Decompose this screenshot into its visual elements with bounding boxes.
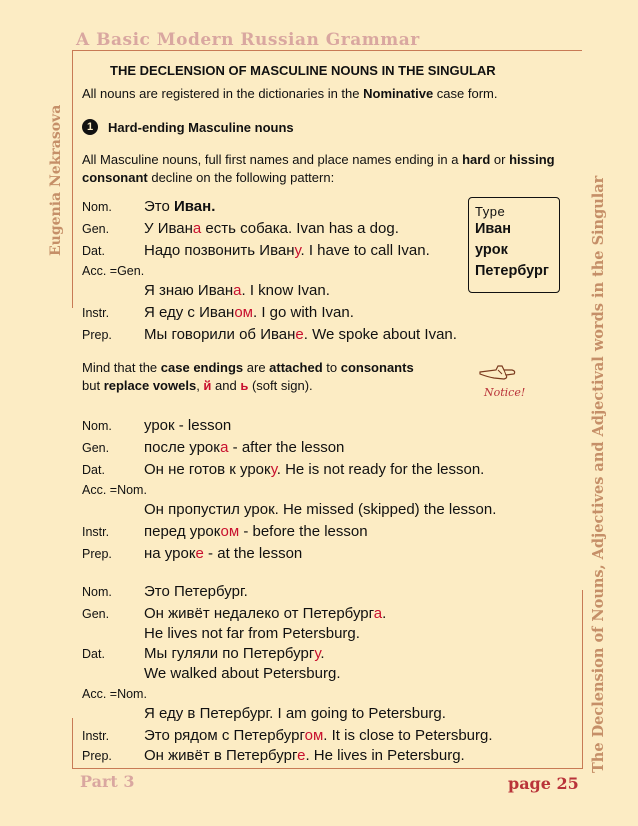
case-ending: у (314, 645, 321, 662)
example-sentence (144, 583, 248, 600)
example-row (82, 545, 302, 567)
sentence-part: Он живёт недалеко от (144, 605, 303, 622)
frame-top-rule (72, 50, 582, 51)
case-label: Nom. (82, 200, 112, 214)
mind-red-letter: й (203, 378, 212, 393)
sentence-part: Иван (197, 282, 234, 299)
sentence-part: Это (144, 198, 174, 215)
case-label: Instr. (82, 729, 110, 743)
sentence-part: Петербург (233, 727, 305, 744)
example-sentence (144, 605, 386, 622)
case-label: Prep. (82, 547, 112, 561)
case-label: Prep. (82, 749, 112, 763)
sentence-part: Он пропустил урок. He missed (skipped) the lesson. (144, 501, 497, 518)
sentence-part: Иван (157, 220, 193, 237)
example-row (82, 583, 248, 605)
frame-left-rule (72, 50, 73, 308)
sentence-part: - after the lesson (228, 439, 345, 456)
intro-bold: Nominative (363, 86, 434, 101)
case-label: Instr. (82, 525, 110, 539)
example-row (82, 687, 147, 709)
mind-part: are (243, 360, 270, 375)
case-ending: е (195, 545, 204, 562)
sentence-part: Надо позвонить (144, 242, 260, 259)
type-word: Петербург (475, 263, 549, 279)
case-ending: е (297, 747, 306, 764)
intro-text (82, 86, 497, 101)
example-sentence (144, 665, 341, 682)
case-label: Nom. (82, 419, 112, 433)
sentence-part: . I have to call Ivan. (300, 242, 430, 259)
mind-bold: consonants (340, 360, 414, 375)
sentence-part: Это Петербург. (144, 583, 248, 600)
example-sentence (144, 326, 457, 343)
example-sentence (144, 501, 496, 518)
number-badge-icon: 1 (82, 119, 98, 135)
intro-part: All nouns are registered in the dictionaries in the (82, 86, 364, 101)
case-ending: е (295, 326, 304, 343)
case-ending: ом (234, 304, 253, 321)
frame-left-rule-lower (72, 718, 73, 768)
case-label: Acc. =Nom. (82, 687, 147, 701)
case-ending: ом (304, 727, 324, 744)
example-sentence (144, 625, 360, 642)
example-sentence (144, 461, 484, 478)
side-chapter-title: The Declension of Nouns, Adjectives and Adjectival words in the Singular (590, 175, 607, 773)
example-sentence (144, 727, 493, 744)
example-sentence (144, 282, 330, 299)
case-ending: а (220, 439, 229, 456)
example-row (82, 439, 344, 461)
sentence-part: урок (239, 461, 271, 478)
example-row (82, 645, 325, 667)
case-ending: а (233, 282, 242, 299)
sentence-part: . I know Ivan. (241, 282, 330, 299)
type-label: Type (475, 204, 506, 219)
intro-part: case form. (433, 86, 498, 101)
example-row (144, 501, 496, 523)
example-sentence (144, 523, 368, 540)
example-row (82, 220, 399, 242)
sentence-part: после (144, 439, 190, 456)
sentence-part: . (320, 645, 325, 662)
desc-part: All Masculine nouns, full first names and place names ending in a (82, 152, 463, 167)
sentence-part: . He lives in Petersburg. (305, 747, 465, 764)
sentence-part: . He is not ready for the lesson. (276, 461, 485, 478)
sentence-part: - at the lesson (203, 545, 303, 562)
sentence-part: урок - lesson (144, 417, 232, 434)
notice-label: Notice! (484, 386, 526, 399)
sentence-part: Петербург (226, 747, 298, 764)
pointing-hand-icon (478, 360, 518, 384)
type-word: Иван (475, 221, 511, 237)
sentence-part: У (144, 220, 158, 237)
desc-part: or (490, 152, 510, 167)
sentence-part: Иван (199, 304, 235, 321)
case-label: Acc. =Nom. (82, 483, 147, 497)
case-label: Gen. (82, 222, 110, 236)
sentence-part: Мы гуляли по (144, 645, 243, 662)
example-row (82, 198, 215, 220)
example-sentence (144, 747, 465, 764)
sentence-part: He lives not far from Petersburg. (144, 625, 360, 642)
case-label: Dat. (82, 463, 105, 477)
example-sentence (144, 220, 399, 237)
case-label: Gen. (82, 607, 110, 621)
case-ending: а (192, 220, 202, 237)
sentence-part: Я еду с (144, 304, 200, 321)
case-ending: у (270, 461, 277, 478)
sentence-part: . We spoke about Ivan. (303, 326, 457, 343)
page-title: THE DECLENSION OF MASCULINE NOUNS IN THE SINGULAR (110, 63, 496, 78)
sentence-part: урок (164, 545, 196, 562)
mind-part: , (196, 378, 204, 393)
frame-right-rule (582, 590, 583, 769)
mind-part: to (322, 360, 341, 375)
example-row (82, 326, 457, 348)
page-number: page 25 (508, 774, 579, 793)
sentence-part: перед (144, 523, 190, 540)
example-row (82, 483, 147, 505)
example-sentence (144, 645, 325, 662)
example-row (144, 665, 341, 687)
case-ending: ом (220, 523, 240, 540)
example-row (82, 264, 144, 286)
example-sentence (144, 417, 231, 434)
example-row (82, 523, 368, 545)
case-label: Acc. =Gen. (82, 264, 145, 278)
sentence-part: Я еду в Петербург. I am going to Petersburg. (144, 705, 446, 722)
case-ending: а (373, 605, 383, 622)
book-title: A Basic Modern Russian Grammar (76, 30, 420, 50)
case-label: Gen. (82, 441, 110, 455)
example-sentence (144, 304, 354, 321)
sentence-part: Это рядом с (144, 727, 234, 744)
desc-part: decline on the following pattern: (147, 170, 335, 185)
case-label: Instr. (82, 306, 110, 320)
mind-part: and (211, 378, 241, 393)
sentence-part: есть собака. Ivan has a dog. (201, 220, 399, 237)
example-row (144, 282, 330, 304)
example-sentence (144, 439, 344, 456)
mind-part: (soft sign). (248, 378, 313, 393)
example-row (82, 417, 231, 439)
sentence-part: . (382, 605, 387, 622)
mind-part: but (82, 378, 104, 393)
sentence-part: . I go with Ivan. (252, 304, 354, 321)
mind-bold: attached (269, 360, 323, 375)
sentence-part: Петербург (302, 605, 374, 622)
sentence-part: урок (189, 439, 221, 456)
section-heading-text: Hard-ending Masculine nouns (108, 119, 294, 135)
author-name: Eugenia Nekrasova (48, 104, 64, 256)
sentence-part: на (144, 545, 165, 562)
case-label: Prep. (82, 328, 112, 342)
sentence-part: . It is close to Petersburg. (323, 727, 493, 744)
example-sentence (144, 198, 215, 215)
sentence-part: Он не готов к (144, 461, 240, 478)
desc-bold: hard (462, 152, 491, 167)
example-sentence (144, 242, 430, 259)
mind-red-letter: ь (240, 378, 249, 393)
sentence-part: We walked about Petersburg. (144, 665, 341, 682)
sentence-part: Иван (259, 242, 295, 259)
footer-part: Part 3 (80, 772, 135, 791)
example-row (82, 605, 386, 627)
mind-bold: case endings (160, 360, 244, 375)
example-row (82, 461, 484, 483)
sentence-part: Петербург (242, 645, 315, 662)
sentence-part: Иван (260, 326, 296, 343)
example-row (144, 705, 446, 727)
example-row (82, 304, 354, 326)
mind-bold: replace vowels (103, 378, 197, 393)
example-row (144, 625, 360, 647)
example-row (82, 727, 493, 749)
type-word: урок (475, 242, 508, 258)
mind-part: Mind that the (82, 360, 161, 375)
example-sentence (144, 545, 302, 562)
sentence-part: урок (189, 523, 221, 540)
mind-note-line-1 (82, 360, 414, 375)
sentence-part: Иван. (174, 198, 216, 215)
example-row (82, 747, 465, 769)
section-heading (82, 119, 294, 135)
sentence-part: Мы говорили об (144, 326, 261, 343)
sentence-part: - before the lesson (239, 523, 368, 540)
case-label: Nom. (82, 585, 112, 599)
sentence-part: Он живёт в (144, 747, 227, 764)
example-row (82, 242, 430, 264)
example-sentence (144, 705, 446, 722)
case-label: Dat. (82, 647, 105, 661)
mind-note-line-2 (82, 378, 313, 393)
sentence-part: Я знаю (144, 282, 198, 299)
desc-bold: hissing consonant (82, 152, 555, 185)
case-ending: у (294, 242, 301, 259)
description-text (82, 151, 572, 187)
type-box (468, 197, 560, 293)
case-label: Dat. (82, 244, 105, 258)
